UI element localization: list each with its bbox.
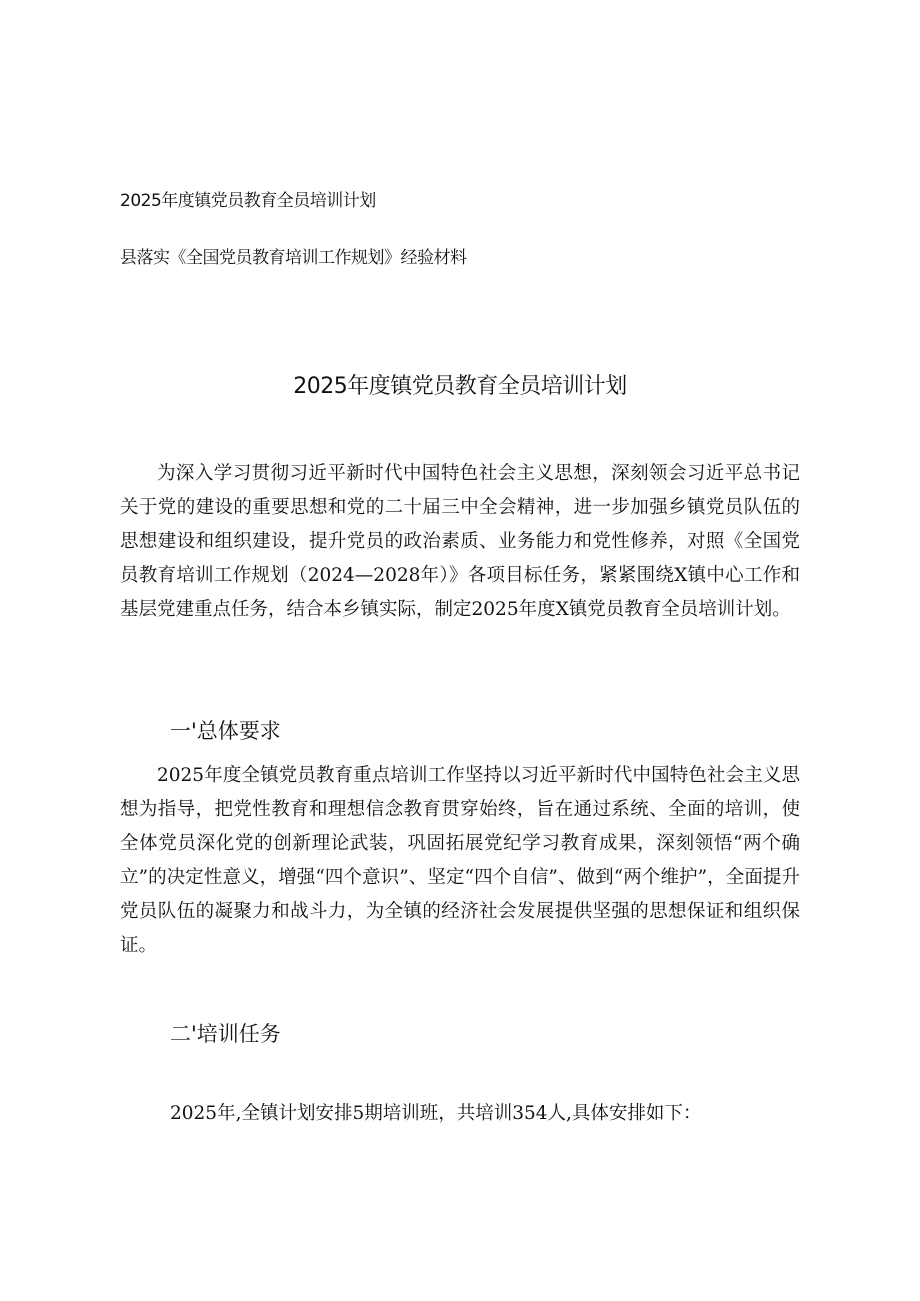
intro-paragraph: 为深入学习贯彻习近平新时代中国特色社会主义思想，深刻领会习近平总书记关于党的建设的重要思想和党的二十届三中全会精神，进一步加强乡镇党员队伍的思想建设和组织建设，提升党员的政治素质、业务能力和党性修养，对照《全国党员教育培训工作规划（2024—2028年）》各项目标任务，紧紧围绕X镇中心工作和基层党建重点任务，结合本乡镇实际，制定2025年度X镇党员教育全员培训计划。 [120, 463, 800, 620]
section-heading-general-requirements: 一'总体要求 [170, 719, 281, 743]
section-heading-training-tasks: 二'培训任务 [170, 1022, 281, 1046]
document-title: 2025年度镇党员教育全员培训计划 [293, 374, 627, 399]
toc-entry-plan: 2025年度镇党员教育全员培训计划 [120, 191, 376, 211]
general-requirements-section [120, 759, 800, 963]
toc-entry-experience-material: 县落实《全国党员教育培训工作规划》经验材料 [120, 248, 467, 268]
training-tasks-paragraph: 2025年,全镇计划安排5期培训班，共培训354人,具体安排如下： [170, 1103, 702, 1124]
general-requirements-paragraph: 2025年度全镇党员教育重点培训工作坚持以习近平新时代中国特色社会主义思想为指导，把党性教育和理想信念教育贯穿始终，旨在通过系统、全面的培训，使全体党员深化党的创新理论武装，巩固拓展党纪学习教育成果，深刻领悟“两个确立”的决定性意义，增强“四个意识”、坚定“四个自信”、做到“两个维护”，全面提升党员队伍的凝聚力和战斗力，为全镇的经济社会发展提供坚强的思想保证和组织保证。 [120, 765, 800, 956]
intro-section [120, 457, 800, 627]
